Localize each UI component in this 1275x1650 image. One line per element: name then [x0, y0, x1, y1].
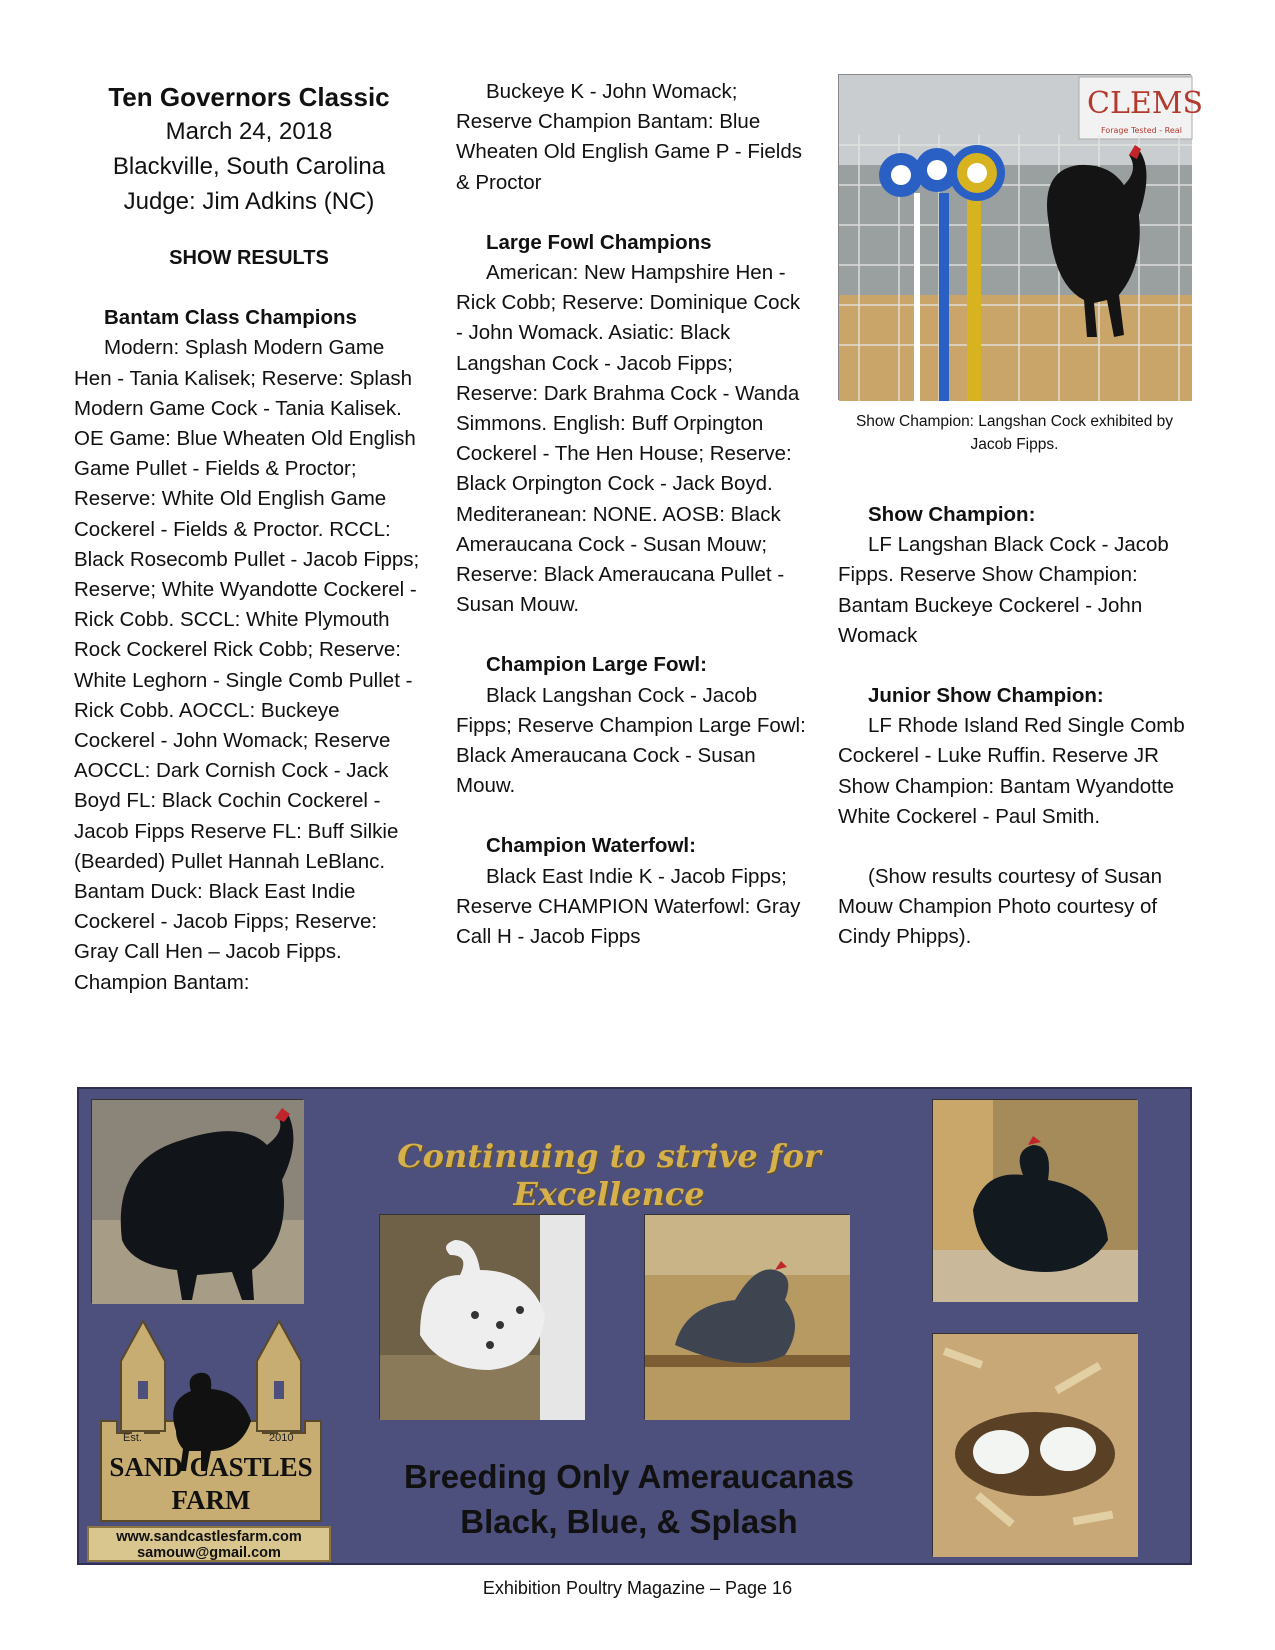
section-heading: SHOW RESULTS — [169, 247, 329, 269]
bantam-results: Modern: Splash Modern Game Hen - Tania Kalisek; Reserve: Splash Modern Game Cock - Tania Kalisek. OE Game: Blue Wheaten Old English Game Pullet - Fields & Proctor; Reserve: White Old English Game Cockerel - Fields & Proctor. RCCL: Black Rosecomb Pullet - Jacob Fipps; Reserve; White Wyandotte Cockerel - Rick Cobb. SCCL: White Plymouth Rock Cockerel Rick Cobb; Reserve: White Leghorn - Single Comb Pullet - Rick Cobb. AOCCL: Buckeye Cockerel - John Womack; Reserve AOCCL: Dark Cornish Cock - Jack Boyd FL: Black Cochin Cockerel - Jacob Fipps Reserve FL: Buff Silkie (Bearded) Pullet Hannah LeBlanc. Bantam Duck: Black East Indie Cockerel - Jacob Fipps; Reserve: Gray Call Hen – Jacob Fipps. Champion Bantam: — [74, 336, 420, 994]
ad-photo-blue-hen — [644, 1214, 849, 1419]
sign-text: CLEMS — [1087, 86, 1204, 121]
sign-subtext: Forage Tested - Real — [1101, 126, 1182, 135]
logo-year: 2010 — [269, 1432, 294, 1444]
ad-email: samouw@gmail.com — [137, 1544, 281, 1561]
ad-slogan: Continuing to strive for Excellence — [397, 1137, 821, 1213]
junior-champion-text: LF Rhode Island Red Single Comb Cockerel - Luke Ruffin. Reserve JR Show Champion: Bantam Wyandotte White Cockerel - Paul Smith. — [838, 714, 1185, 828]
article-title: Ten Governors Classic — [108, 82, 390, 112]
ad-breed-line-1: Breeding Only Ameraucanas — [404, 1458, 854, 1495]
event-location: Blackville, South Carolina — [112, 153, 386, 180]
ad-breed-text — [379, 1454, 879, 1544]
page-footer: Exhibition Poultry Magazine – Page 16 — [482, 1578, 793, 1598]
ad-photo-black-rooster — [91, 1099, 303, 1303]
champion-large-fowl-text: Black Langshan Cock - Jacob Fipps; Reserve Champion Large Fowl: Black Ameraucana Cock - Susan Mouw. — [456, 683, 806, 798]
show-champion-heading: Show Champion: — [868, 503, 1036, 526]
photo-caption: Show Champion: Langshan Cock exhibited by Jacob Fipps. — [855, 413, 1174, 453]
bantam-continued: Buckeye K - John Womack; Reserve Champion Bantam: Blue Wheaten Old English Game P - Fields & Proctor — [456, 80, 802, 194]
column-2 — [456, 78, 806, 952]
champion-waterfowl-heading: Champion Waterfowl: — [486, 834, 696, 858]
large-fowl-heading: Large Fowl Champions — [486, 230, 712, 254]
bantam-heading: Bantam Class Champions — [104, 306, 357, 330]
logo-name-line-1: SAND CASTLES — [109, 1452, 313, 1482]
event-judge: Judge: Jim Adkins (NC) — [123, 188, 375, 215]
show-champion-photo — [838, 74, 1204, 400]
column-1 — [74, 78, 424, 998]
show-champion-text: LF Langshan Black Cock - Jacob Fipps. Reserve Show Champion: Bantam Buckeye Cockerel - John Womack — [838, 533, 1169, 647]
ad-photo-black-bantam — [932, 1099, 1137, 1301]
ad-contact-box — [87, 1526, 331, 1562]
junior-champion-heading: Junior Show Champion: — [868, 684, 1104, 708]
column-3 — [838, 500, 1193, 953]
ad-breed-line-2: Black, Blue, & Splash — [460, 1503, 798, 1540]
large-fowl-results: American: New Hampshire Hen - Rick Cobb; Reserve: Dominique Cock - John Womack. Asiatic: Black Langshan Cock - Jacob Fipps; Reserve: Dark Brahma Cock - Wanda Simmons. English: Buff Orpington Cockerel - The Hen House; Reserve: Black Orpington Cock - Jack Boyd. Mediteranean: NONE. AOSB: Black Ameraucana Cock - Susan Mouw; Reserve: Black Ameraucana Pullet - Susan Mouw. — [456, 261, 801, 617]
champion-waterfowl-text: Black East Indie K - Jacob Fipps; Reserve CHAMPION Waterfowl: Gray Call H - Jacob Fipps — [456, 864, 801, 949]
ad-photo-splash-hen — [379, 1214, 584, 1419]
credits-text: (Show results courtesy of Susan Mouw Champion Photo courtesy of Cindy Phipps). — [838, 865, 1162, 949]
champion-large-fowl-heading: Champion Large Fowl: — [486, 653, 707, 677]
sand-castles-farm-ad — [77, 1087, 1192, 1565]
event-date: March 24, 2018 — [165, 118, 333, 145]
langshan-cock-photo — [839, 75, 1204, 401]
logo-name-line-2: FARM — [171, 1485, 251, 1515]
logo-est: Est. — [123, 1432, 142, 1444]
ad-photo-eggs — [932, 1333, 1137, 1556]
ad-website: www.sandcastlesfarm.com — [116, 1529, 302, 1545]
